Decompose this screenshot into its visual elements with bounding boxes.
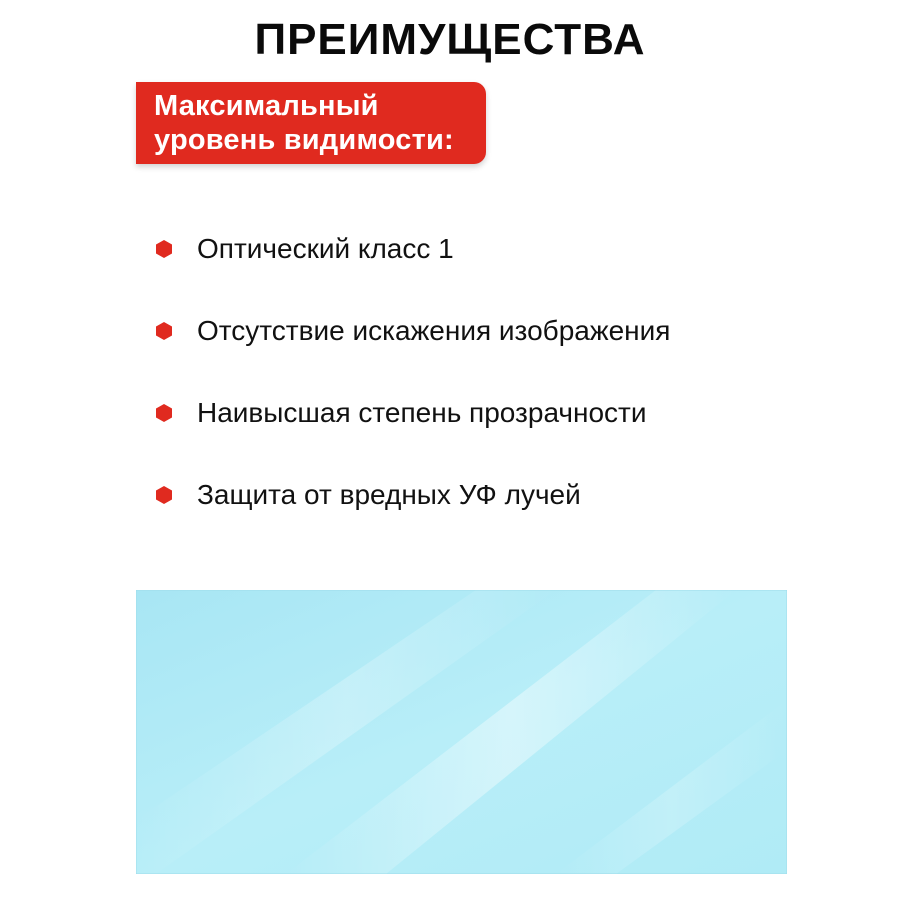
hexagon-bullet-icon — [156, 486, 172, 504]
hexagon-bullet-icon — [156, 404, 172, 422]
feature-text: Оптический класс 1 — [197, 233, 454, 264]
feature-item — [156, 310, 856, 352]
feature-item — [156, 392, 856, 434]
page-title: ПРЕИМУЩЕСТВА — [254, 15, 646, 64]
banner-line-1: Максимальный — [154, 90, 379, 122]
highlight-banner — [136, 82, 486, 164]
features-list — [156, 228, 856, 556]
feature-item — [156, 474, 856, 516]
feature-text: Отсутствие искажения изображения — [197, 315, 671, 346]
protective-glass-image — [136, 590, 787, 874]
glass-reflection-graphic — [136, 590, 787, 874]
feature-text: Наивысшая степень прозрачности — [197, 397, 647, 428]
banner-line-2: уровень видимости: — [154, 124, 454, 156]
feature-item — [156, 228, 856, 270]
feature-text: Защита от вредных УФ лучей — [197, 479, 581, 510]
hexagon-bullet-icon — [156, 322, 172, 340]
hexagon-bullet-icon — [156, 240, 172, 258]
